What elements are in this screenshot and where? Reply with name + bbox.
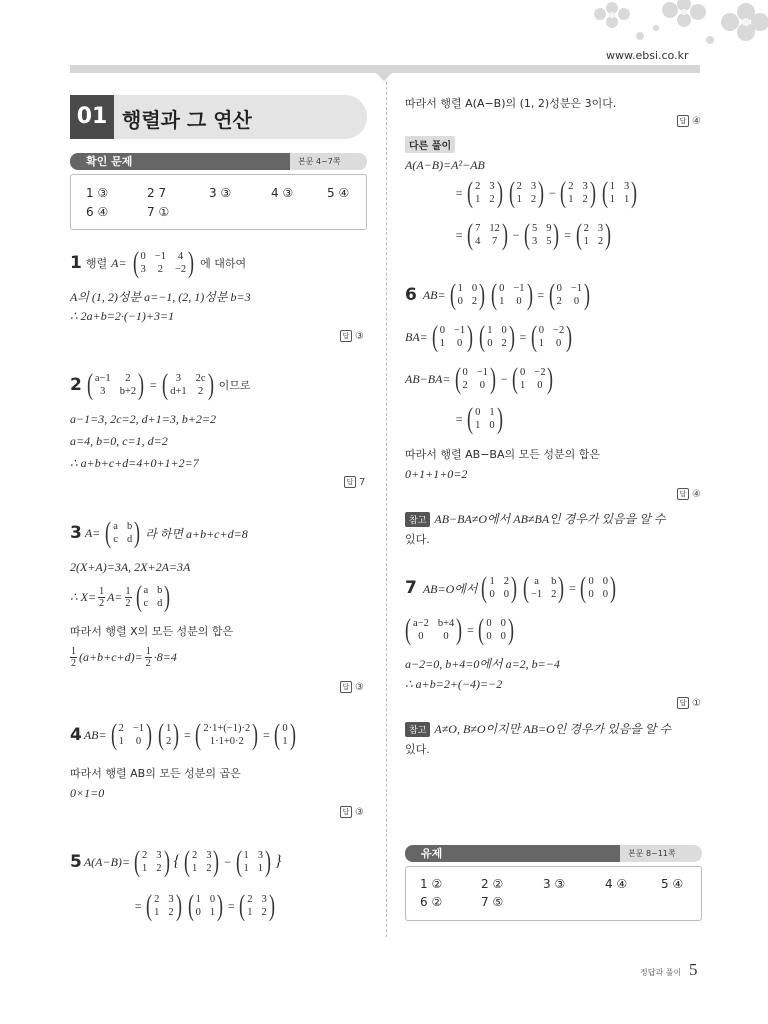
- matrix: ( a b −1 2 ): [522, 571, 565, 604]
- matrix: ( 1 3 1 1 ): [235, 845, 272, 878]
- problem-6-line: 따라서 행렬 AB−BA의 모든 성분의 합은: [405, 448, 600, 461]
- yuje-answer: 2 ②: [481, 877, 504, 891]
- problem-6-note: 있다.: [405, 533, 430, 546]
- problem-3-statement: 3 A= ( a b c d ) 라 하면 a+b+c+d=8: [70, 516, 248, 549]
- matrix: ( 0 0 0 0 ): [580, 571, 616, 604]
- problem-6-note: 참고 AB−BA≠O에서 AB≠BA인 경우가 있음을 알 수: [405, 510, 665, 527]
- problem-6-line: 0+1+1+0=2: [405, 467, 468, 481]
- problem-number: 5: [70, 852, 82, 872]
- problem-7-answer: 답 ①: [677, 697, 701, 709]
- matrix: ( 2·1+(−1)·2 1·1+0·2 ): [195, 718, 259, 751]
- problem-number: 2: [70, 375, 82, 395]
- problem-1-line: A의 (1, 2)성분 a=−1, (2, 1)성분 b=3: [70, 290, 251, 304]
- matrix: ( 2 3 1 2 ): [183, 845, 220, 878]
- check-section-pages: 본문 4~7쪽: [298, 157, 341, 166]
- matrix: ( 2 3 1 2 ): [575, 218, 612, 251]
- matrix: ( 0 −1 2 0 ): [454, 362, 496, 395]
- matrix: ( 2 3 1 2 ): [134, 845, 170, 878]
- matrix: ( 1 0 0 1 ): [187, 889, 224, 922]
- problem-number: 1: [70, 253, 82, 273]
- problem-1-line: ∴ 2a+b=2·(−1)+3=1: [70, 309, 175, 323]
- problem-3-line: $\frac{1}{2}$ (a+b+c+d)= $\frac{1}{2}$ ·8=4: [71, 646, 177, 669]
- check-section-label: 확인 문제: [70, 153, 290, 170]
- footer-label: 정답과 풀이: [640, 968, 682, 977]
- yuje-answers-box: [405, 866, 702, 921]
- fraction: $\frac{1}{2}$: [71, 646, 76, 669]
- problem-7-line: ( a−2 b+4 0 0 ) = ( 0 0 0 0 ): [405, 613, 514, 646]
- problem-7-note: 참고 A≠O, B≠O이지만 AB=O인 경우가 있음을 알 수: [405, 720, 671, 737]
- top-rule: [70, 65, 700, 73]
- check-answer: 6 ④: [86, 205, 109, 219]
- problem-2-line: ∴ a+b+c+d=4+0+1+2=7: [70, 456, 199, 470]
- problem-4-line: 0×1=0: [70, 786, 105, 800]
- check-answer: 7 ①: [147, 205, 170, 219]
- matrix: ( 0 −1 2 0 ): [548, 278, 591, 311]
- problem-3-line: ∴ X= $\frac{1}{2}$ A= $\frac{1}{2}$ ( a b c d ): [70, 580, 171, 613]
- problem-3-line: 2(X+A)=3A, 2X+2A=3A: [70, 560, 191, 574]
- matrix: ( a b c d ): [105, 516, 141, 549]
- site-url[interactable]: www.ebsi.co.kr: [606, 49, 689, 62]
- check-answer: 4 ③: [271, 186, 294, 200]
- chapter-number: 01: [70, 95, 114, 139]
- matrix: ( 1 3 1 1 ): [601, 176, 638, 209]
- problem-2-line: a=4, b=0, c=1, d=2: [70, 434, 168, 448]
- problem-7-statement: 7 AB=O에서 ( 1 2 0 0 ) ( a b −1 2 ) = ( 0 0 0 0 ): [405, 571, 616, 604]
- fraction: $\frac{1}{2}$: [125, 585, 131, 609]
- check-answer: 5 ④: [327, 186, 350, 200]
- check-answer: 2 7: [147, 186, 167, 200]
- matrix: ( 2 −1 1 0 ): [110, 718, 153, 751]
- matrix: ( 1 2 0 0 ): [481, 571, 517, 604]
- yuje-answer: 1 ②: [420, 877, 443, 891]
- fraction: $\frac{1}{2}$: [99, 585, 105, 609]
- matrix: ( 3 2c d+1 2 ): [162, 368, 214, 401]
- problem-number: 3: [70, 523, 82, 543]
- problem-4-statement: 4 AB= ( 2 −1 1 0 ) ( 1 2 ) = ( 2·1+(−1)·2 1·1+0·2 ) = ( 0 1 ): [70, 718, 296, 751]
- problem-6-answer: 답 ④: [677, 488, 701, 500]
- yuje-answer: 3 ③: [543, 877, 566, 891]
- problem-7-line: ∴ a+b=2+(−4)=−2: [405, 677, 503, 691]
- problem-1-statement: 1 행렬 A= ( 0 −1 4 3 2 −2 ) 에 대하여: [70, 246, 247, 279]
- top-rule-notch: [376, 73, 392, 81]
- problem-2-answer: 답 7: [344, 476, 365, 488]
- alt-solution-line: = ( 7 12 4 7 ) − ( 5 9 3 5 ) = ( 2 3 1 2 ): [455, 218, 612, 251]
- matrix: ( 0 1 ): [274, 718, 296, 751]
- yuje-answer: 7 ⑤: [481, 895, 504, 909]
- problem-6-line: AB−BA= ( 0 −1 2 0 ) − ( 0 −2 1 0 ): [405, 362, 554, 395]
- matrix: ( 1 0 0 2 ): [449, 278, 486, 311]
- matrix: ( 0 −2 1 0 ): [530, 320, 573, 353]
- chapter-title: 행렬과 그 연산: [122, 108, 252, 132]
- yuje-section-label: 유제: [405, 845, 620, 862]
- problem-7-line: a−2=0, b+4=0에서 a=2, b=−4: [405, 657, 560, 671]
- page-number: 5: [689, 960, 698, 979]
- check-answers-box: [70, 174, 367, 230]
- problem-number: 6: [405, 285, 417, 305]
- yuje-answer: 6 ②: [420, 895, 443, 909]
- problem-6-line: BA= ( 0 −1 1 0 ) ( 1 0 0 2 ) = ( 0 −2 1 0 ): [405, 320, 573, 353]
- matrix: ( a−1 2 3 b+2 ): [86, 368, 145, 401]
- problem-2-line: a−1=3, 2c=2, d+1=3, b+2=2: [70, 412, 217, 426]
- matrix: ( 5 9 3 5 ): [523, 218, 560, 251]
- fraction: $\frac{1}{2}$: [145, 646, 151, 669]
- problem-4-answer: 답 ③: [340, 806, 364, 818]
- matrix: ( 2 3 1 2 ): [146, 889, 182, 922]
- problem-1-answer: 답 ③: [340, 330, 364, 342]
- yuje-section-pages: 본문 8~11쪽: [628, 849, 676, 858]
- problem-6-line: = ( 0 1 1 0 ): [455, 402, 503, 435]
- alt-solution-label: 다른 풀이: [405, 136, 455, 153]
- column-divider: [386, 82, 387, 937]
- problem-5-line: = ( 2 3 1 2 ) ( 1 0 0 1 ) = ( 2 3 1 2 ): [134, 889, 275, 922]
- alt-solution-line: = ( 2 3 1 2 ) ( 2 3 1 2 ) − ( 2 3 1 2 ) ( 1 3 1 1 ): [455, 176, 638, 209]
- matrix: ( 0 −1 1 0 ): [431, 320, 474, 353]
- problem-2-statement: 2 ( a−1 2 3 b+2 ) = ( 3 2c d+1 2 ) 이므로: [70, 368, 251, 401]
- problem-5-statement: 5 A(A−B)= ( 2 3 1 2 ) { ( 2 3 1 2 ) − ( 1 3 1 1 ) }: [70, 845, 282, 878]
- matrix: ( 2 3 1 2 ): [560, 176, 596, 209]
- matrix: ( 0 1 1 0 ): [467, 402, 503, 435]
- matrix: ( 7 12 4 7 ): [467, 218, 508, 251]
- matrix: ( 0 −1 1 0 ): [491, 278, 533, 311]
- matrix: ( 2 3 1 2 ): [508, 176, 545, 209]
- problem-3-answer: 답 ③: [340, 681, 364, 693]
- yuje-answer: 5 ④: [661, 877, 684, 891]
- matrix: ( a b c d ): [135, 580, 171, 613]
- matrix: ( 1 2 ): [158, 718, 180, 751]
- matrix: ( a−2 b+4 0 0 ): [405, 613, 463, 646]
- matrix: ( 2 3 1 2 ): [467, 176, 503, 209]
- problem-number: 7: [405, 578, 417, 598]
- matrix: ( 2 3 1 2 ): [239, 889, 275, 922]
- check-answer: 1 ③: [86, 186, 109, 200]
- problem-5-answer: 답 ④: [677, 115, 701, 127]
- problem-number: 4: [70, 725, 82, 745]
- problem-6-statement: 6 AB= ( 1 0 0 2 ) ( 0 −1 1 0 ) = ( 0 −1 2 0 ): [405, 278, 591, 311]
- problem-4-line: 따라서 행렬 AB의 모든 성분의 곱은: [70, 767, 241, 780]
- problem-7-note: 있다.: [405, 743, 430, 756]
- matrix: ( 0 0 0 0 ): [478, 613, 514, 646]
- check-answer: 3 ③: [209, 186, 232, 200]
- matrix: ( 0 −2 1 0 ): [512, 362, 554, 395]
- matrix: ( 1 0 0 2 ): [479, 320, 515, 353]
- problem-5-conclusion: 따라서 행렬 A(A−B)의 (1, 2)성분은 3이다.: [405, 97, 617, 110]
- yuje-answer: 4 ④: [605, 877, 628, 891]
- problem-3-line: 따라서 행렬 X의 모든 성분의 합은: [70, 625, 234, 638]
- matrix: ( 0 −1 4 3 2 −2 ): [132, 246, 195, 279]
- alt-solution-line: A(A−B)=A²−AB: [405, 158, 485, 172]
